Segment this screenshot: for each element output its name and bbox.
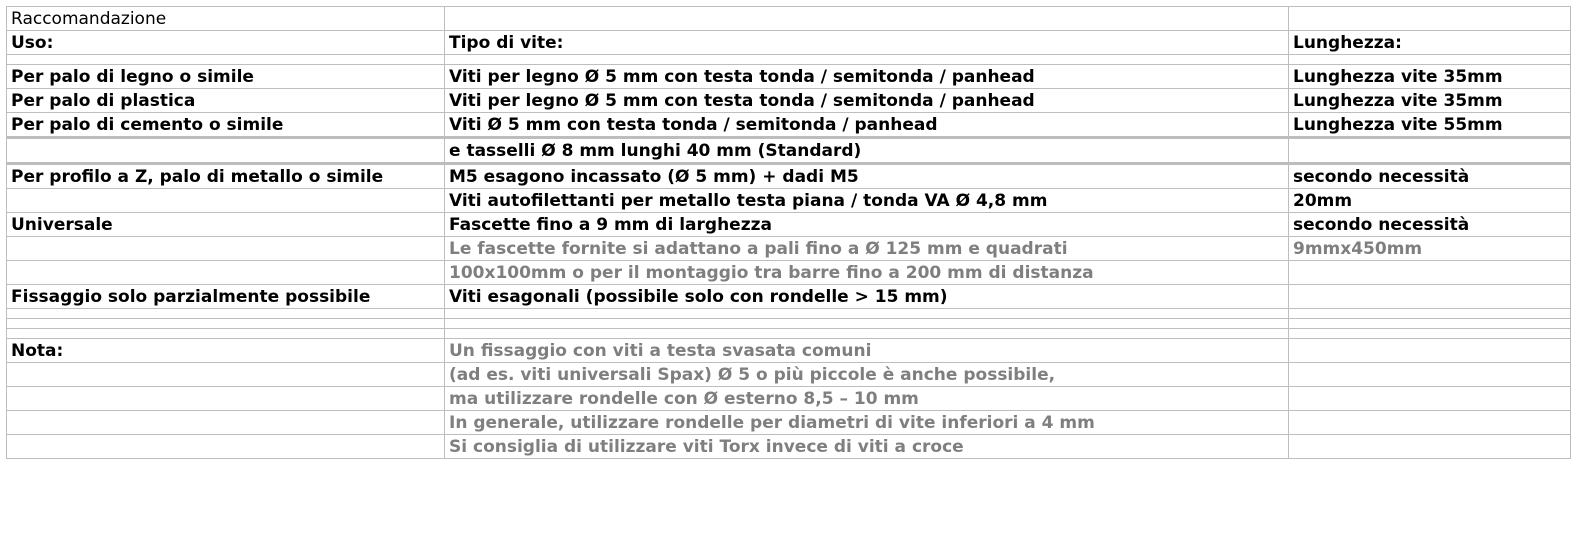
table-title: Raccomandazione [7, 7, 445, 31]
tipo-cell: e tasselli Ø 8 mm lunghi 40 mm (Standard) [445, 138, 1289, 164]
table-row [7, 261, 1571, 285]
lunghezza-cell: 20mm [1289, 189, 1571, 213]
table-row [7, 237, 1571, 261]
table-row [7, 138, 1571, 164]
tipo-cell: 100x100mm o per il montaggio tra barre fino a 200 mm di distanza [445, 261, 1289, 285]
uso-cell: Universale [7, 213, 445, 237]
tipo-cell: Viti per legno Ø 5 mm con testa tonda / semitonda / panhead [445, 65, 1289, 89]
empty-cell [7, 309, 445, 319]
spacer-row [7, 329, 1571, 339]
note-row [7, 387, 1571, 411]
empty-cell [7, 387, 445, 411]
empty-cell [7, 363, 445, 387]
empty-cell [7, 55, 445, 65]
empty-cell [1289, 411, 1571, 435]
empty-cell [1289, 55, 1571, 65]
tipo-cell: Viti Ø 5 mm con testa tonda / semitonda / panhead [445, 113, 1289, 138]
note-row [7, 411, 1571, 435]
uso-cell: Per palo di legno o simile [7, 65, 445, 89]
empty-cell [1289, 435, 1571, 459]
empty-cell [445, 55, 1289, 65]
uso-cell [7, 237, 445, 261]
empty-cell [1289, 309, 1571, 319]
lunghezza-cell [1289, 138, 1571, 164]
uso-cell [7, 138, 445, 164]
lunghezza-cell: Lunghezza vite 55mm [1289, 113, 1571, 138]
table-row [7, 213, 1571, 237]
table-row [7, 285, 1571, 309]
lunghezza-cell: secondo necessità [1289, 213, 1571, 237]
empty-cell [7, 411, 445, 435]
title-row [7, 7, 1571, 31]
empty-cell [7, 435, 445, 459]
table-row [7, 189, 1571, 213]
empty-cell [1289, 7, 1571, 31]
empty-cell [1289, 339, 1571, 363]
note-row [7, 339, 1571, 363]
empty-cell [1289, 387, 1571, 411]
uso-cell: Fissaggio solo parzialmente possibile [7, 285, 445, 309]
note-row [7, 363, 1571, 387]
uso-cell: Per palo di plastica [7, 89, 445, 113]
note-line: Si consiglia di utilizzare viti Torx invece di viti a croce [445, 435, 1289, 459]
tipo-cell: Viti esagonali (possibile solo con rondelle > 15 mm) [445, 285, 1289, 309]
tipo-cell: M5 esagono incassato (Ø 5 mm) + dadi M5 [445, 164, 1289, 189]
table-row [7, 89, 1571, 113]
tipo-cell: Viti per legno Ø 5 mm con testa tonda / semitonda / panhead [445, 89, 1289, 113]
uso-cell [7, 261, 445, 285]
header-row [7, 31, 1571, 55]
tipo-cell: Le fascette fornite si adattano a pali fino a Ø 125 mm e quadrati [445, 237, 1289, 261]
empty-cell [1289, 329, 1571, 339]
uso-cell: Per palo di cemento o simile [7, 113, 445, 138]
lunghezza-cell: 9mmx450mm [1289, 237, 1571, 261]
note-line: In generale, utilizzare rondelle per diametri di vite inferiori a 4 mm [445, 411, 1289, 435]
note-line: Un fissaggio con viti a testa svasata comuni [445, 339, 1289, 363]
note-row [7, 435, 1571, 459]
column-header-uso: Uso: [7, 31, 445, 55]
empty-cell [1289, 319, 1571, 329]
empty-cell [445, 319, 1289, 329]
uso-cell [7, 189, 445, 213]
empty-cell [445, 7, 1289, 31]
tipo-cell: Fascette fino a 9 mm di larghezza [445, 213, 1289, 237]
spacer-row [7, 55, 1571, 65]
table-row [7, 113, 1571, 138]
lunghezza-cell [1289, 261, 1571, 285]
column-header-lunghezza: Lunghezza: [1289, 31, 1571, 55]
empty-cell [7, 319, 445, 329]
lunghezza-cell: Lunghezza vite 35mm [1289, 65, 1571, 89]
note-line: ma utilizzare rondelle con Ø esterno 8,5 – 10 mm [445, 387, 1289, 411]
note-label: Nota: [7, 339, 445, 363]
uso-cell: Per profilo a Z, palo di metallo o simile [7, 164, 445, 189]
spacer-row [7, 319, 1571, 329]
tipo-cell: Viti autofilettanti per metallo testa piana / tonda VA Ø 4,8 mm [445, 189, 1289, 213]
spacer-row [7, 309, 1571, 319]
empty-cell [445, 329, 1289, 339]
lunghezza-cell [1289, 285, 1571, 309]
empty-cell [7, 329, 445, 339]
lunghezza-cell: Lunghezza vite 35mm [1289, 89, 1571, 113]
empty-cell [1289, 363, 1571, 387]
lunghezza-cell: secondo necessità [1289, 164, 1571, 189]
empty-cell [445, 309, 1289, 319]
column-header-tipo: Tipo di vite: [445, 31, 1289, 55]
recommendation-table [6, 6, 1571, 459]
table-row [7, 164, 1571, 189]
note-line: (ad es. viti universali Spax) Ø 5 o più piccole è anche possibile, [445, 363, 1289, 387]
table-row [7, 65, 1571, 89]
